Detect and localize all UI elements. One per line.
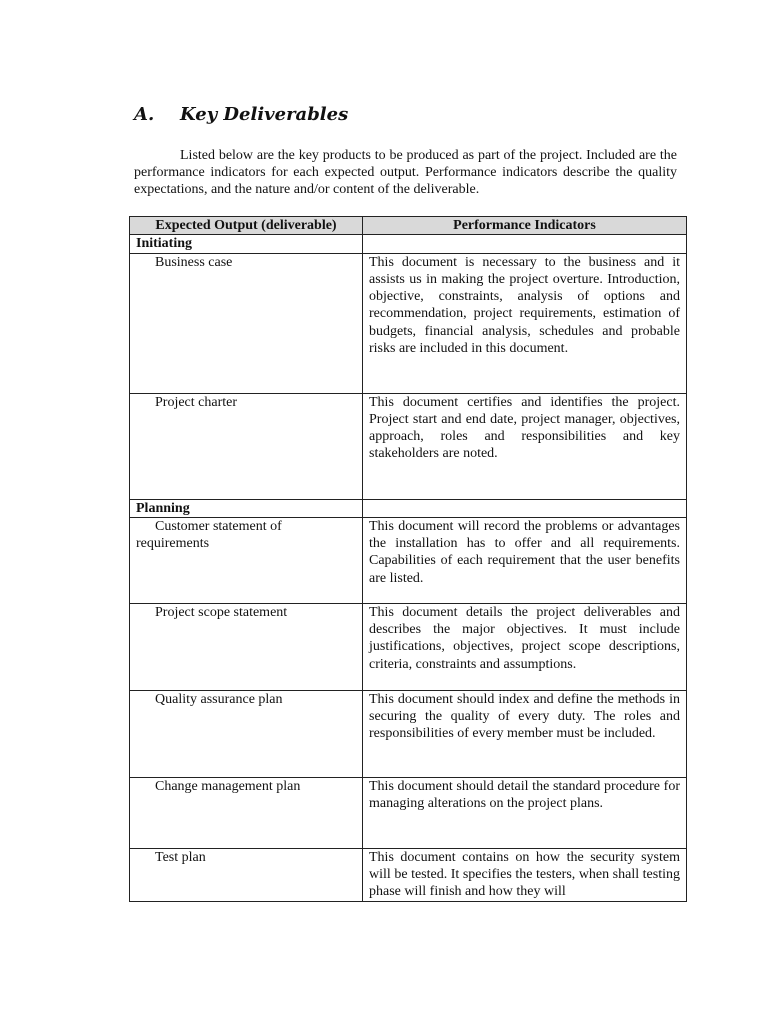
phase-row-initiating <box>130 235 687 253</box>
table-row <box>130 253 687 393</box>
indicator-cell: This document certifies and identifies the project. Project start and end date, project manager, objectives, approach, roles and responsibilities and key stakeholders are noted. <box>363 393 687 499</box>
phase-empty-cell <box>363 499 687 517</box>
output-label: Test plan <box>155 849 206 865</box>
intro-paragraph: Listed below are the key products to be produced as part of the project. Included are the performance indicators for each expected output. Performance indicators describe the quality expectations, and the nature and/or content of the deliverable. <box>134 148 677 197</box>
phase-label: Planning <box>130 499 363 517</box>
table-header-row <box>130 217 687 235</box>
table-row <box>130 777 687 848</box>
output-label: Project charter <box>155 394 238 410</box>
deliverables-table <box>129 216 687 902</box>
output-cell <box>130 393 363 499</box>
indicator-cell: This document is necessary to the business and it assists us in making the project overture. Introduction, objective, constraints, analysis of options and recommendation, project requirements, estimation of budgets, financial analysis, schedules and probable risks are included in this document. <box>363 253 687 393</box>
output-label: Change management plan <box>155 778 301 794</box>
output-label: Quality assurance plan <box>155 691 283 707</box>
table-row <box>130 690 687 777</box>
table-row <box>130 848 687 901</box>
table-row <box>130 517 687 603</box>
indicator-cell: This document contains on how the security system will be tested. It specifies the testers, when shall testing phase will finish and how they will <box>363 848 687 901</box>
table-row <box>130 393 687 499</box>
phase-empty-cell <box>363 235 687 253</box>
indicator-cell: This document details the project deliverables and describes the major objectives. It must include justifications, objectives, project scope descriptions, criteria, constraints and assumptions. <box>363 603 687 690</box>
phase-label: Initiating <box>130 235 363 253</box>
header-performance-indicators: Performance Indicators <box>363 217 687 235</box>
output-cell <box>130 848 363 901</box>
output-cell <box>130 690 363 777</box>
output-cell <box>130 253 363 393</box>
section-title: Key Deliverables <box>180 104 349 125</box>
output-label: Project scope statement <box>155 604 288 620</box>
output-cell <box>130 603 363 690</box>
table-row <box>130 603 687 690</box>
header-expected-output: Expected Output (deliverable) <box>130 217 363 235</box>
section-heading <box>134 104 348 125</box>
indicator-cell: This document will record the problems or advantages the installation has to offer and all requirements. Capabilities of each requirement that the user benefits are listed. <box>363 517 687 603</box>
section-number: A. <box>134 104 155 125</box>
output-cell <box>130 777 363 848</box>
output-label: Business case <box>155 254 233 270</box>
phase-row-planning <box>130 499 687 517</box>
indicator-cell: This document should index and define the methods in securing the quality of every duty. The roles and responsibilities of every member must be included. <box>363 690 687 777</box>
output-cell <box>130 517 363 603</box>
output-label: Customer statement of requirements <box>136 518 282 552</box>
indicator-cell: This document should detail the standard procedure for managing alterations on the project plans. <box>363 777 687 848</box>
